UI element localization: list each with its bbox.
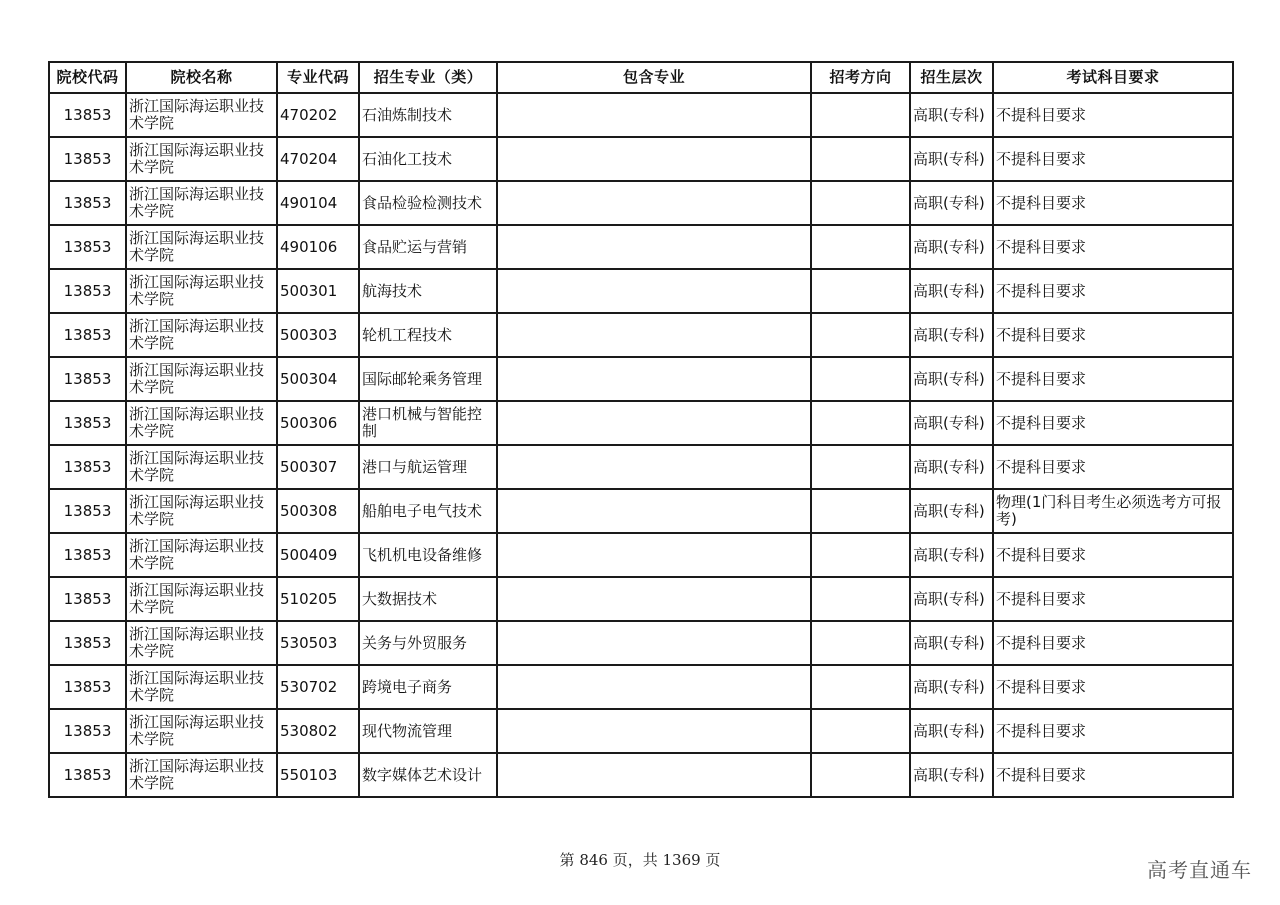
- cell-included-majors: [497, 401, 811, 445]
- header-school-code: 院校代码: [49, 62, 126, 93]
- cell-subject-requirement: 不提科目要求: [993, 137, 1233, 181]
- cell-school-name: 浙江国际海运职业技术学院: [126, 489, 277, 533]
- table-row: [49, 401, 1233, 445]
- cell-school-name: 浙江国际海运职业技术学院: [126, 181, 277, 225]
- table-row: [49, 577, 1233, 621]
- table-row: [49, 181, 1233, 225]
- cell-school-code: 13853: [49, 533, 126, 577]
- table-row: [49, 225, 1233, 269]
- cell-direction: [811, 621, 910, 665]
- cell-subject-requirement: 不提科目要求: [993, 709, 1233, 753]
- cell-school-code: 13853: [49, 709, 126, 753]
- cell-school-code: 13853: [49, 225, 126, 269]
- cell-major: 关务与外贸服务: [359, 621, 497, 665]
- table-row: [49, 269, 1233, 313]
- cell-included-majors: [497, 445, 811, 489]
- cell-major-code: 550103: [277, 753, 359, 797]
- cell-school-name: 浙江国际海运职业技术学院: [126, 93, 277, 137]
- cell-direction: [811, 357, 910, 401]
- table-row: [49, 665, 1233, 709]
- cell-included-majors: [497, 93, 811, 137]
- admissions-table: [48, 61, 1234, 798]
- cell-subject-requirement: 不提科目要求: [993, 445, 1233, 489]
- cell-major: 石油化工技术: [359, 137, 497, 181]
- cell-included-majors: [497, 753, 811, 797]
- cell-school-name: 浙江国际海运职业技术学院: [126, 269, 277, 313]
- cell-included-majors: [497, 313, 811, 357]
- cell-level: 高职(专科): [910, 621, 993, 665]
- table-row: [49, 137, 1233, 181]
- cell-school-name: 浙江国际海运职业技术学院: [126, 137, 277, 181]
- cell-school-code: 13853: [49, 137, 126, 181]
- table-row: [49, 313, 1233, 357]
- cell-school-code: 13853: [49, 665, 126, 709]
- cell-level: 高职(专科): [910, 753, 993, 797]
- table-row: [49, 357, 1233, 401]
- cell-level: 高职(专科): [910, 709, 993, 753]
- cell-direction: [811, 665, 910, 709]
- cell-school-name: 浙江国际海运职业技术学院: [126, 313, 277, 357]
- cell-major-code: 530503: [277, 621, 359, 665]
- header-major-code: 专业代码: [277, 62, 359, 93]
- table-row: [49, 533, 1233, 577]
- cell-major-code: 500306: [277, 401, 359, 445]
- cell-direction: [811, 269, 910, 313]
- cell-school-code: 13853: [49, 269, 126, 313]
- header-school-name: 院校名称: [126, 62, 277, 93]
- cell-level: 高职(专科): [910, 533, 993, 577]
- cell-level: 高职(专科): [910, 489, 993, 533]
- cell-included-majors: [497, 137, 811, 181]
- cell-subject-requirement: 不提科目要求: [993, 181, 1233, 225]
- cell-subject-requirement: 不提科目要求: [993, 665, 1233, 709]
- header-major: 招生专业（类）: [359, 62, 497, 93]
- cell-level: 高职(专科): [910, 181, 993, 225]
- cell-major-code: 470202: [277, 93, 359, 137]
- cell-level: 高职(专科): [910, 137, 993, 181]
- cell-major: 食品贮运与营销: [359, 225, 497, 269]
- cell-major-code: 500308: [277, 489, 359, 533]
- cell-major-code: 470204: [277, 137, 359, 181]
- cell-direction: [811, 533, 910, 577]
- cell-level: 高职(专科): [910, 357, 993, 401]
- cell-school-code: 13853: [49, 357, 126, 401]
- cell-major: 船舶电子电气技术: [359, 489, 497, 533]
- page-number: 第 846 页，共 1369 页: [559, 851, 721, 869]
- cell-major: 现代物流管理: [359, 709, 497, 753]
- cell-included-majors: [497, 621, 811, 665]
- cell-direction: [811, 401, 910, 445]
- cell-school-name: 浙江国际海运职业技术学院: [126, 445, 277, 489]
- cell-level: 高职(专科): [910, 401, 993, 445]
- cell-school-name: 浙江国际海运职业技术学院: [126, 753, 277, 797]
- cell-subject-requirement: 不提科目要求: [993, 533, 1233, 577]
- cell-subject-requirement: 不提科目要求: [993, 401, 1233, 445]
- header-included-majors: 包含专业: [497, 62, 811, 93]
- cell-major-code: 530802: [277, 709, 359, 753]
- cell-school-code: 13853: [49, 313, 126, 357]
- cell-school-name: 浙江国际海运职业技术学院: [126, 577, 277, 621]
- cell-major-code: 530702: [277, 665, 359, 709]
- watermark: 高考直通车: [1147, 858, 1252, 882]
- cell-major: 大数据技术: [359, 577, 497, 621]
- cell-subject-requirement: 不提科目要求: [993, 93, 1233, 137]
- header-row: [49, 62, 1233, 93]
- cell-school-code: 13853: [49, 181, 126, 225]
- cell-direction: [811, 753, 910, 797]
- cell-subject-requirement: 不提科目要求: [993, 621, 1233, 665]
- cell-direction: [811, 445, 910, 489]
- cell-school-code: 13853: [49, 489, 126, 533]
- cell-subject-requirement: 不提科目要求: [993, 313, 1233, 357]
- cell-major: 轮机工程技术: [359, 313, 497, 357]
- cell-subject-requirement: 不提科目要求: [993, 577, 1233, 621]
- cell-direction: [811, 577, 910, 621]
- cell-major-code: 510205: [277, 577, 359, 621]
- cell-major: 跨境电子商务: [359, 665, 497, 709]
- cell-major: 港口与航运管理: [359, 445, 497, 489]
- cell-direction: [811, 709, 910, 753]
- cell-major-code: 500409: [277, 533, 359, 577]
- cell-major: 食品检验检测技术: [359, 181, 497, 225]
- cell-level: 高职(专科): [910, 665, 993, 709]
- cell-level: 高职(专科): [910, 269, 993, 313]
- table-row: [49, 621, 1233, 665]
- cell-subject-requirement: 不提科目要求: [993, 753, 1233, 797]
- cell-direction: [811, 313, 910, 357]
- cell-major: 石油炼制技术: [359, 93, 497, 137]
- cell-major-code: 500303: [277, 313, 359, 357]
- cell-subject-requirement: 物理(1门科目考生必须选考方可报考): [993, 489, 1233, 533]
- table-row: [49, 489, 1233, 533]
- cell-subject-requirement: 不提科目要求: [993, 357, 1233, 401]
- cell-school-code: 13853: [49, 621, 126, 665]
- cell-direction: [811, 93, 910, 137]
- cell-school-name: 浙江国际海运职业技术学院: [126, 709, 277, 753]
- cell-major-code: 500307: [277, 445, 359, 489]
- cell-major: 国际邮轮乘务管理: [359, 357, 497, 401]
- cell-direction: [811, 181, 910, 225]
- header-subject-requirement: 考试科目要求: [993, 62, 1233, 93]
- cell-direction: [811, 137, 910, 181]
- cell-major-code: 500304: [277, 357, 359, 401]
- cell-level: 高职(专科): [910, 225, 993, 269]
- cell-school-name: 浙江国际海运职业技术学院: [126, 533, 277, 577]
- cell-major: 飞机机电设备维修: [359, 533, 497, 577]
- cell-included-majors: [497, 577, 811, 621]
- cell-school-code: 13853: [49, 93, 126, 137]
- cell-included-majors: [497, 357, 811, 401]
- cell-included-majors: [497, 489, 811, 533]
- cell-school-code: 13853: [49, 401, 126, 445]
- cell-included-majors: [497, 533, 811, 577]
- cell-school-name: 浙江国际海运职业技术学院: [126, 665, 277, 709]
- cell-major-code: 500301: [277, 269, 359, 313]
- cell-direction: [811, 489, 910, 533]
- cell-level: 高职(专科): [910, 313, 993, 357]
- cell-school-code: 13853: [49, 753, 126, 797]
- table-row: [49, 709, 1233, 753]
- cell-major-code: 490104: [277, 181, 359, 225]
- cell-school-code: 13853: [49, 577, 126, 621]
- cell-school-name: 浙江国际海运职业技术学院: [126, 401, 277, 445]
- header-direction: 招考方向: [811, 62, 910, 93]
- cell-major: 港口机械与智能控制: [359, 401, 497, 445]
- cell-school-name: 浙江国际海运职业技术学院: [126, 357, 277, 401]
- cell-included-majors: [497, 269, 811, 313]
- cell-level: 高职(专科): [910, 93, 993, 137]
- cell-level: 高职(专科): [910, 577, 993, 621]
- cell-level: 高职(专科): [910, 445, 993, 489]
- table-row: [49, 93, 1233, 137]
- cell-major: 航海技术: [359, 269, 497, 313]
- cell-direction: [811, 225, 910, 269]
- cell-school-code: 13853: [49, 445, 126, 489]
- table-row: [49, 753, 1233, 797]
- cell-included-majors: [497, 181, 811, 225]
- cell-subject-requirement: 不提科目要求: [993, 269, 1233, 313]
- cell-school-name: 浙江国际海运职业技术学院: [126, 621, 277, 665]
- cell-school-name: 浙江国际海运职业技术学院: [126, 225, 277, 269]
- cell-major-code: 490106: [277, 225, 359, 269]
- cell-major: 数字媒体艺术设计: [359, 753, 497, 797]
- header-level: 招生层次: [910, 62, 993, 93]
- cell-included-majors: [497, 665, 811, 709]
- table-row: [49, 445, 1233, 489]
- cell-subject-requirement: 不提科目要求: [993, 225, 1233, 269]
- cell-included-majors: [497, 709, 811, 753]
- cell-included-majors: [497, 225, 811, 269]
